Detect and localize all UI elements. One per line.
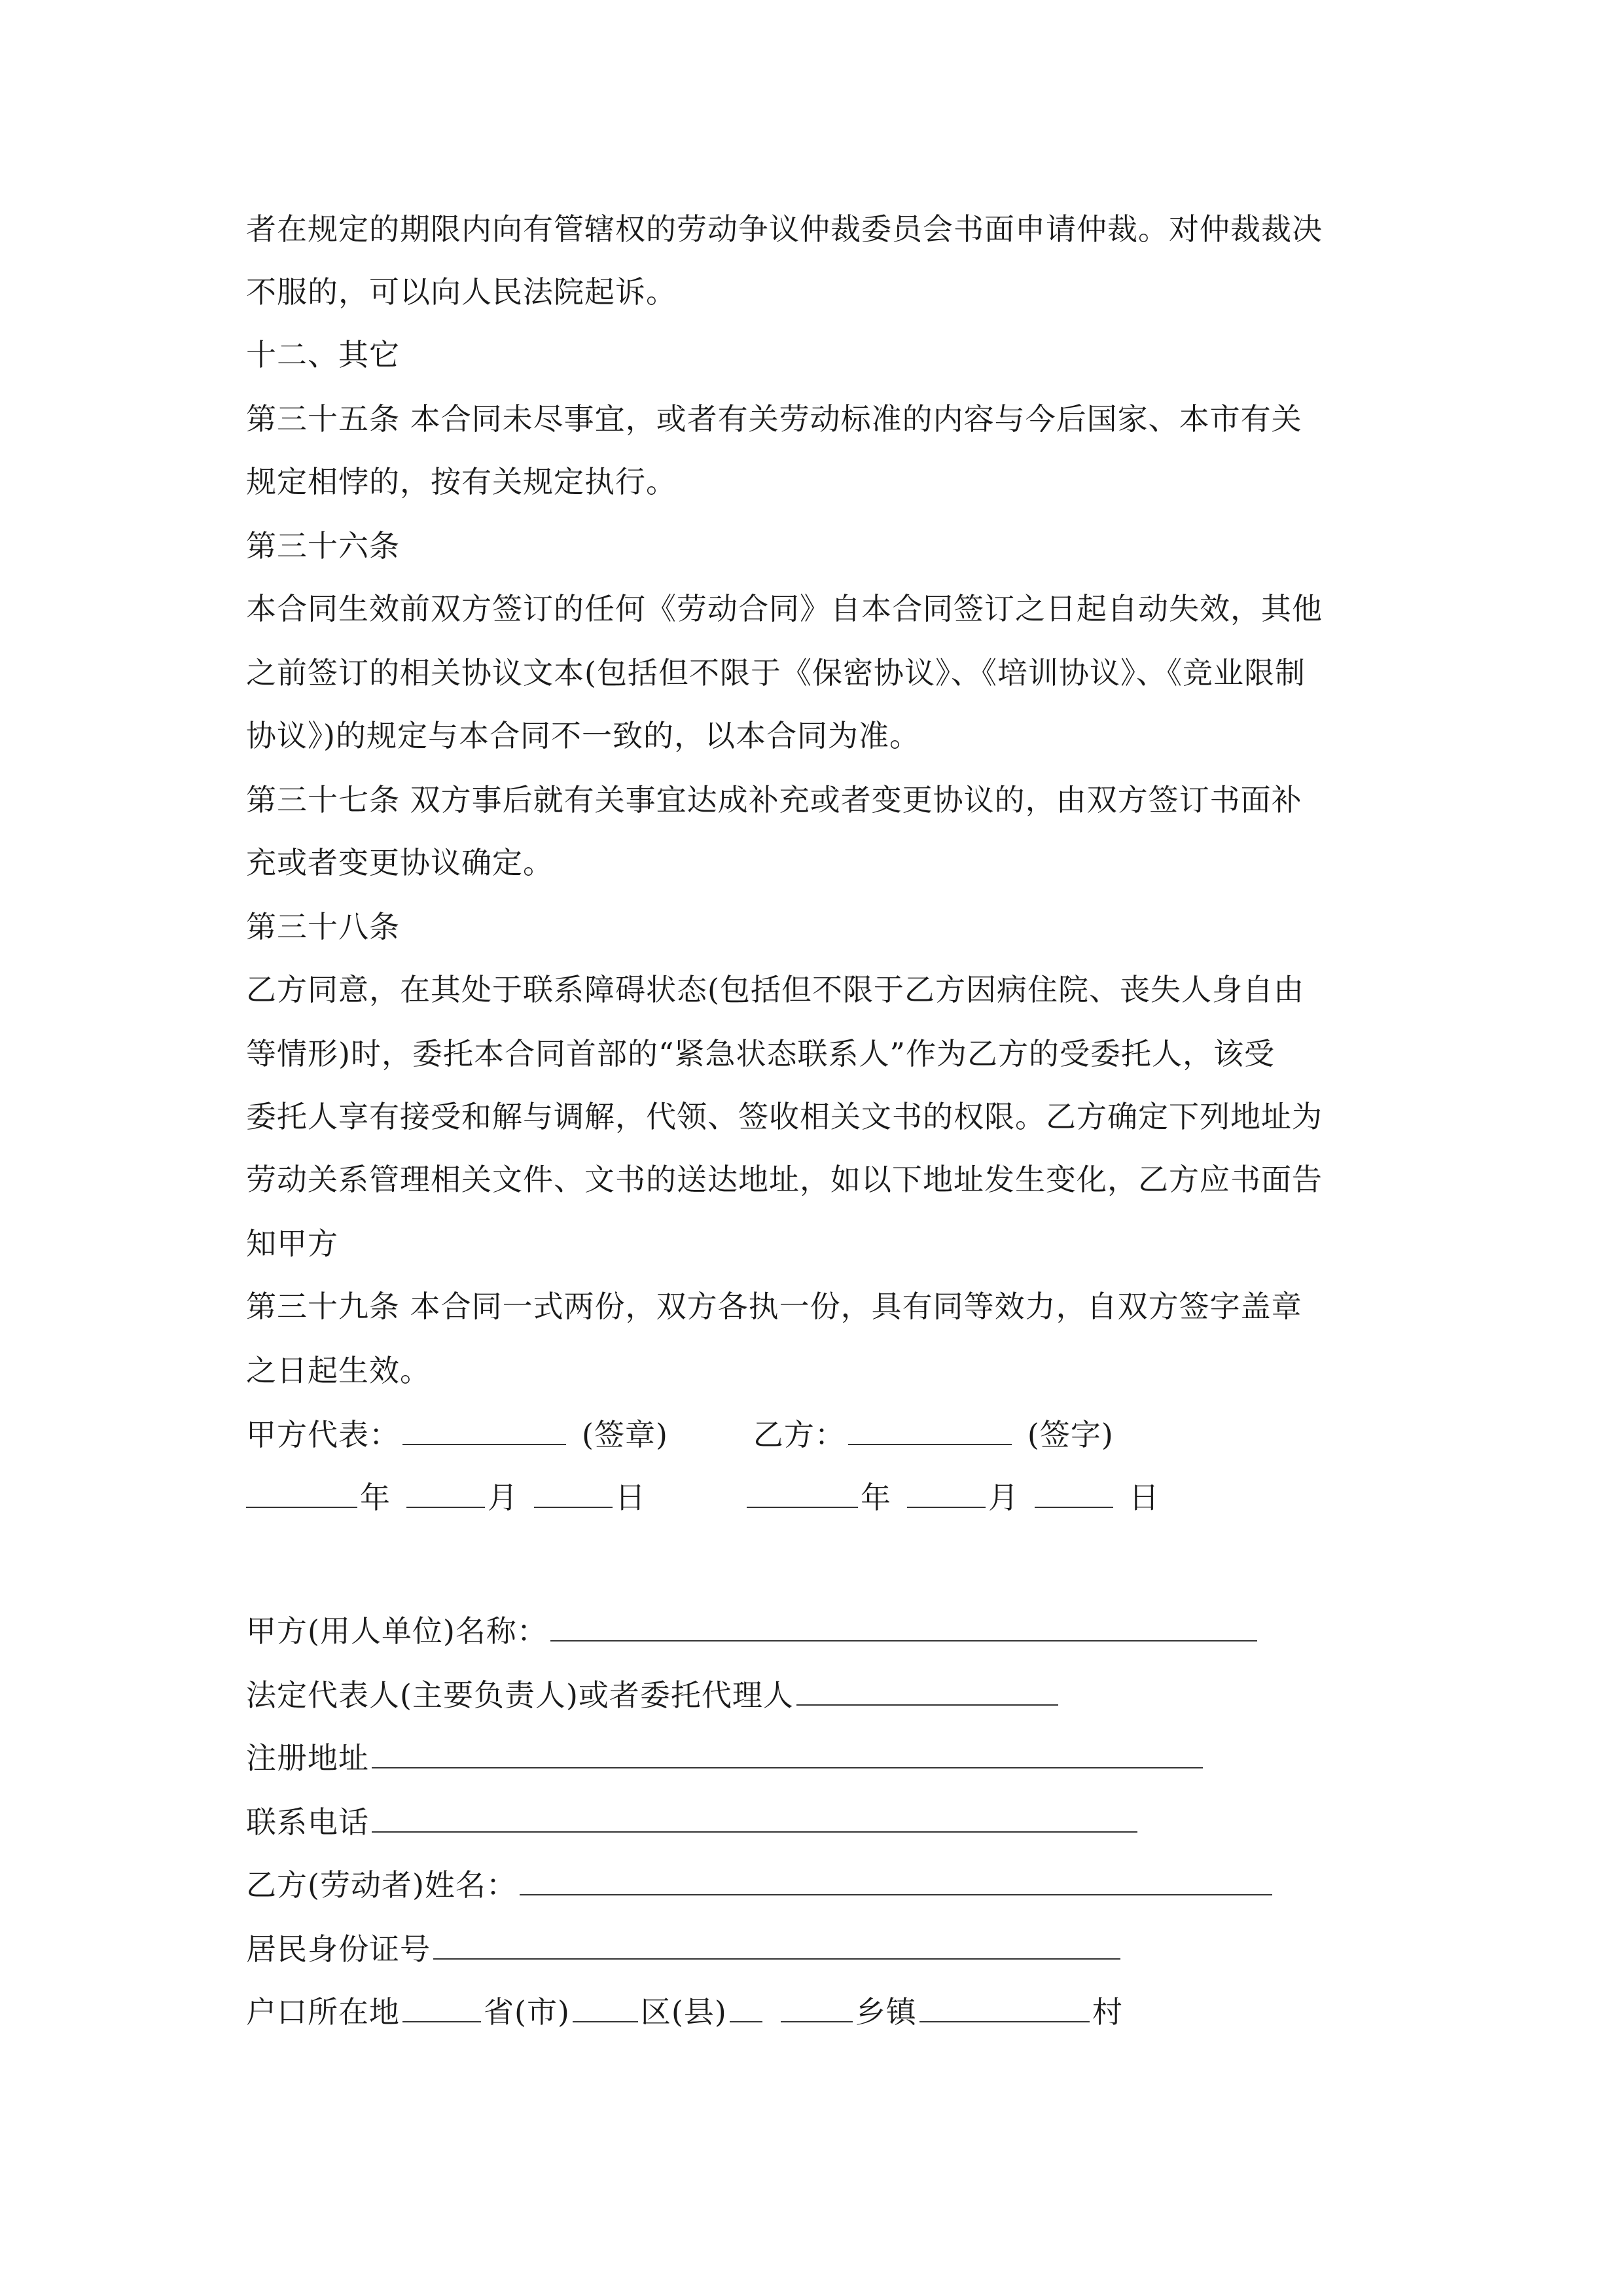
article-36-line: 协议》)的规定与本合同不一致的，以本合同为准。 <box>246 718 920 753</box>
section-heading: 十二、其它 <box>246 337 400 372</box>
id-number-row <box>246 1928 1123 1969</box>
party-a-sign-note: (签章) <box>582 1417 668 1452</box>
employee-name-label: 乙方(劳动者)姓名： <box>246 1867 517 1903</box>
article-35-line: 规定相悖的，按有关规定执行。 <box>246 464 677 499</box>
township-label: 乡镇 <box>855 1994 917 2030</box>
employer-name-field[interactable] <box>550 1610 1257 1641</box>
reg-address-row <box>246 1737 1205 1778</box>
phone-field[interactable] <box>372 1801 1137 1833</box>
article-36-line: 之前签订的相关协议文本(包括但不限于《保密协议》、《培训协议》、《竞业限制 <box>246 655 1306 691</box>
hukou-label: 户口所在地 <box>246 1994 400 2030</box>
employer-name-row <box>246 1610 1260 1651</box>
employee-name-field[interactable] <box>520 1864 1272 1895</box>
party-b-month-blank[interactable] <box>907 1477 986 1508</box>
article-35-line: 第三十五条 本合同未尽事宜，或者有关劳动标准的内容与今后国家、本市有关 <box>246 401 1302 437</box>
province-field[interactable] <box>402 1991 481 2022</box>
article-37-line: 充或者变更协议确定。 <box>246 845 554 880</box>
phone-label: 联系电话 <box>246 1804 369 1840</box>
id-number-label: 居民身份证号 <box>246 1931 431 1967</box>
reg-address-field[interactable] <box>372 1737 1203 1768</box>
month-label: 月 <box>988 1480 1019 1515</box>
day-label: 日 <box>615 1480 646 1515</box>
article-38-line: 劳动关系管理相关文件、文书的送达地址，如以下地址发生变化，乙方应书面告 <box>246 1162 1323 1197</box>
article-39-line: 之日起生效。 <box>246 1353 431 1388</box>
article-38-title: 第三十八条 <box>246 909 400 944</box>
article-38-line: 知甲方 <box>246 1226 338 1261</box>
paragraph-line: 者在规定的期限内向有管辖权的劳动争议仲裁委员会书面申请仲裁。对仲裁裁决 <box>246 211 1323 247</box>
party-a-label: 甲方代表： <box>246 1417 400 1452</box>
phone-row <box>246 1801 1140 1842</box>
date-row <box>246 1477 1160 1517</box>
party-b-year-blank[interactable] <box>747 1477 858 1508</box>
party-a-sign-blank[interactable] <box>402 1414 566 1445</box>
paragraph-line: 不服的，可以向人民法院起诉。 <box>246 274 677 310</box>
party-b-label: 乙方： <box>753 1417 846 1452</box>
year-label: 年 <box>360 1480 391 1515</box>
party-b-day-blank[interactable] <box>1035 1477 1113 1508</box>
district-label: 区(县) <box>640 1994 727 2030</box>
article-38-line: 等情形)时，委托本合同首部的“紧急状态联系人”作为乙方的受委托人，该受 <box>246 1036 1275 1071</box>
party-b-sign-blank[interactable] <box>848 1414 1012 1445</box>
district-field[interactable] <box>573 1991 638 2022</box>
article-38-line: 委托人享有接受和解与调解，代领、签收相关文书的权限。乙方确定下列地址为 <box>246 1099 1323 1134</box>
hukou-row <box>246 1991 1123 2032</box>
article-37-line: 第三十七条 双方事后就有关事宜达成补充或者变更协议的，由双方签订书面补 <box>246 782 1302 817</box>
employer-name-label: 甲方(用人单位)名称： <box>246 1613 548 1649</box>
article-36-line: 本合同生效前双方签订的任何《劳动合同》自本合同签订之日起自动失效，其他 <box>246 591 1323 626</box>
village-field[interactable] <box>919 1991 1090 2022</box>
article-39-line: 第三十九条 本合同一式两份，双方各执一份，具有同等效力，自双方签字盖章 <box>246 1289 1302 1324</box>
signature-row <box>246 1414 1114 1454</box>
township-field[interactable] <box>781 1991 853 2022</box>
legal-rep-field[interactable] <box>796 1674 1058 1706</box>
month-label: 月 <box>488 1480 518 1515</box>
legal-rep-row <box>246 1674 1061 1715</box>
party-a-month-blank[interactable] <box>406 1477 485 1508</box>
id-number-field[interactable] <box>433 1928 1120 1960</box>
employee-name-row <box>246 1864 1275 1905</box>
party-b-sign-note: (签字) <box>1027 1417 1114 1452</box>
day-label: 日 <box>1129 1480 1160 1515</box>
party-a-year-blank[interactable] <box>246 1477 357 1508</box>
article-38-line: 乙方同意，在其处于联系障碍状态(包括但不限于乙方因病住院、丧失人身自由 <box>246 972 1304 1007</box>
reg-address-label: 注册地址 <box>246 1740 369 1776</box>
district-extra-field[interactable] <box>730 1991 762 2022</box>
province-label: 省(市) <box>484 1994 570 2030</box>
article-36-title: 第三十六条 <box>246 528 400 564</box>
party-a-day-blank[interactable] <box>534 1477 613 1508</box>
year-label: 年 <box>861 1480 891 1515</box>
legal-rep-label: 法定代表人(主要负责人)或者委托代理人 <box>246 1677 794 1713</box>
village-label: 村 <box>1092 1994 1123 2030</box>
